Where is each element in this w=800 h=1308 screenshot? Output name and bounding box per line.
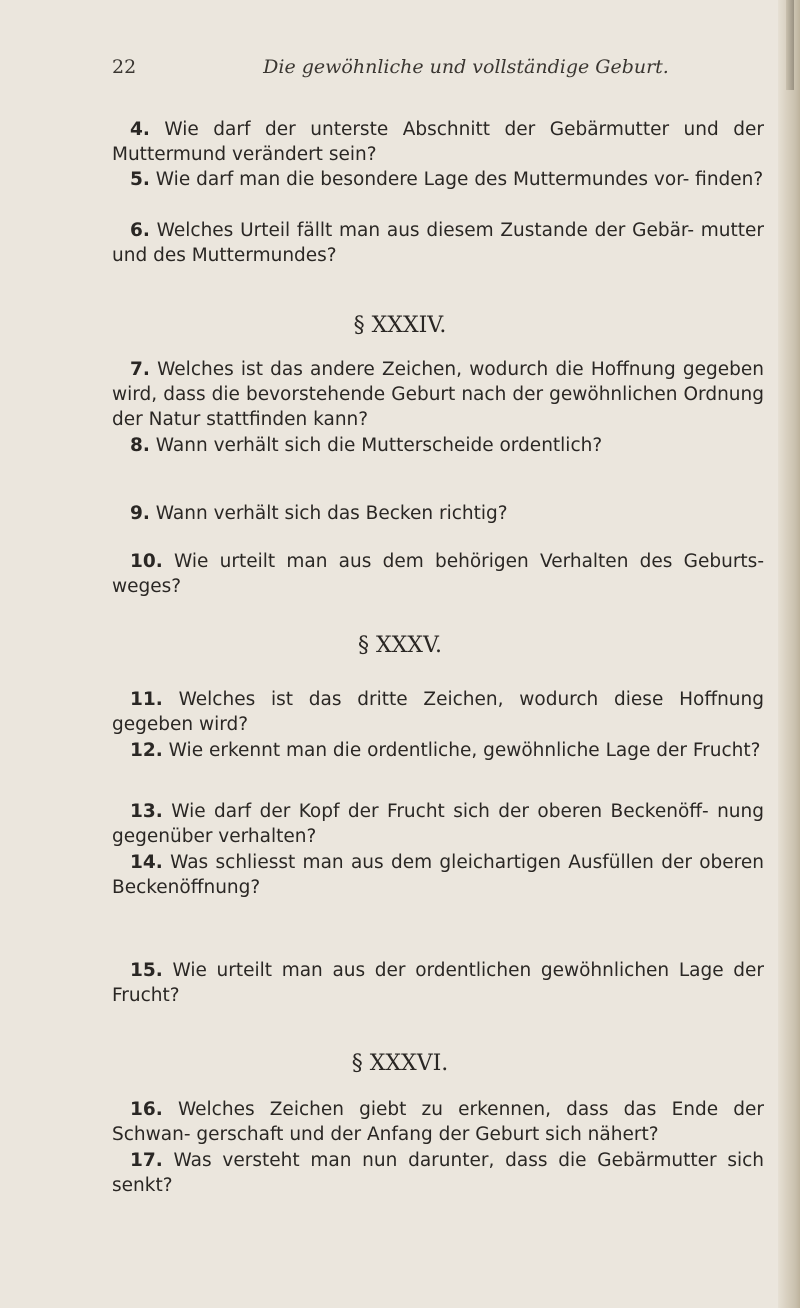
question-11 (112, 687, 764, 737)
question-number: 4. (130, 119, 150, 140)
question-text: Wie darf der unterste Abschnitt der Gebärmutter und der Muttermund verändert sein? (112, 119, 764, 165)
question-13 (112, 799, 764, 849)
question-number: 11. (130, 689, 163, 710)
question-number: 10. (130, 551, 163, 572)
question-text: Was versteht man nun darunter, dass die Gebärmutter sich senkt? (112, 1150, 764, 1196)
question-text: Wie urteilt man aus dem behörigen Verhalten des Geburts- weges? (112, 551, 764, 597)
section-heading-xxxiv: § XXXIV. (353, 313, 447, 338)
question-9 (112, 501, 764, 526)
question-number: 12. (130, 740, 163, 761)
question-text: Welches Zeichen giebt zu erkennen, dass das Ende der Schwan- gerschaft und der Anfang der Geburt sich nähert? (112, 1099, 764, 1145)
question-5 (112, 167, 764, 192)
question-text: Welches ist das andere Zeichen, wodurch die Hoffnung gegeben wird, dass die bevorstehende Geburt nach der gewöhnlichen Ordnung der Natur stattfinden kann? (112, 359, 765, 430)
section-heading-xxxv: § XXXV. (357, 633, 442, 658)
question-text: Wie darf man die besondere Lage des Muttermundes vor- finden? (155, 169, 764, 190)
question-number: 7. (130, 359, 150, 380)
question-number: 5. (130, 169, 150, 190)
question-text: Wann verhält sich das Becken richtig? (155, 503, 508, 524)
running-title: Die gewöhnliche und vollständige Geburt. (263, 56, 669, 78)
question-number: 8. (130, 435, 150, 456)
question-number: 6. (130, 220, 150, 241)
question-text: Was schliesst man aus dem gleichartigen Ausfüllen der oberen Beckenöffnung? (112, 852, 764, 898)
question-10 (112, 549, 764, 599)
question-4 (112, 117, 764, 167)
question-number: 14. (130, 852, 163, 873)
question-text: Welches Urteil fällt man aus diesem Zustande der Gebär- mutter und des Muttermundes? (112, 220, 764, 266)
question-15 (112, 958, 764, 1008)
question-6 (112, 218, 764, 268)
question-text: Welches ist das dritte Zeichen, wodurch diese Hoffnung gegeben wird? (112, 689, 764, 735)
section-heading-xxxvi: § XXXVI. (351, 1051, 449, 1076)
question-text: Wie darf der Kopf der Frucht sich der oberen Beckenöff- nung gegenüber verhalten? (112, 801, 764, 847)
question-16 (112, 1097, 764, 1147)
question-number: 16. (130, 1099, 163, 1120)
question-8 (112, 433, 764, 458)
page-number: 22 (112, 56, 137, 78)
question-17 (112, 1148, 764, 1198)
question-number: 17. (130, 1150, 163, 1171)
question-number: 13. (130, 801, 163, 822)
question-14 (112, 850, 764, 900)
question-12 (112, 738, 764, 763)
question-number: 15. (130, 960, 163, 981)
page-header (0, 56, 800, 86)
question-7 (112, 357, 764, 432)
question-text: Wie urteilt man aus der ordentlichen gewöhnlichen Lage der Frucht? (112, 960, 764, 1006)
question-text: Wann verhält sich die Mutterscheide ordentlich? (155, 435, 603, 456)
question-text: Wie erkennt man die ordentliche, gewöhnliche Lage der Frucht? (168, 740, 761, 761)
question-number: 9. (130, 503, 150, 524)
